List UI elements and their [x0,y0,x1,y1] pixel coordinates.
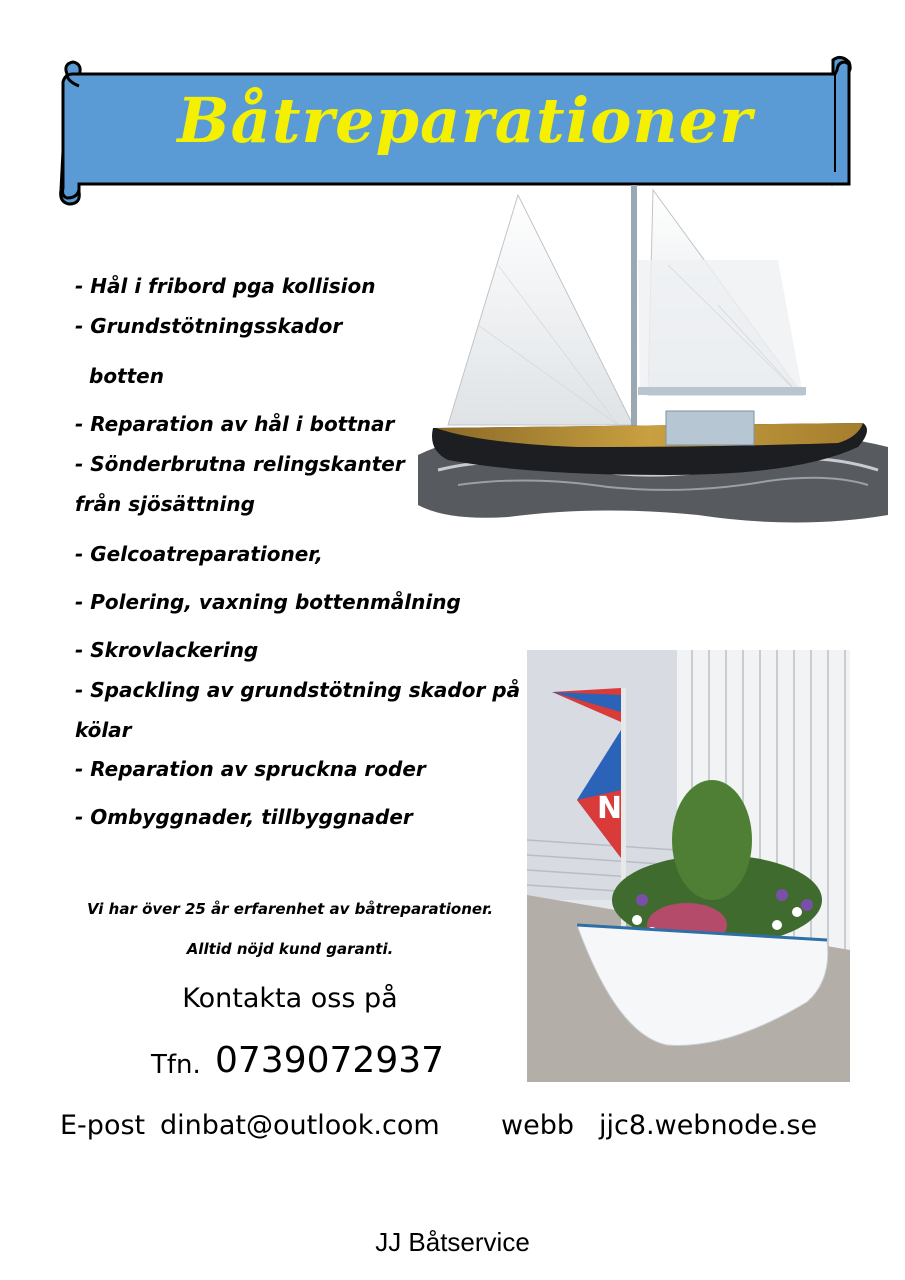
list-item: - Grundstötningsskador [75,314,343,338]
list-item: botten [89,364,164,388]
list-item: - Reparation av hål i bottnar [75,412,395,436]
email-label: E-post [60,1110,146,1141]
phone-label: Tfn. [151,1050,201,1080]
title-banner [55,52,855,207]
list-item: - Skrovlackering [75,638,259,662]
sail-letter: N [597,791,623,826]
web-label: webb [501,1110,574,1141]
list-item: - Polering, vaxning bottenmålning [75,590,461,614]
experience-text: Vi har över 25 år erfarenhet av båtreparationer. [86,900,494,918]
planter-boat-photo [527,650,850,1082]
page-title: Båtreparationer [177,84,753,157]
guarantee-text: Alltid nöjd kund garanti. [186,940,394,958]
list-item: - Gelcoatreparationer, [75,542,323,566]
list-item: - Reparation av spruckna roder [75,757,426,781]
list-item: - Sönderbrutna relingskanter [75,452,405,476]
list-item: - Spackling av grundstötning skador på [75,678,521,702]
phone-number[interactable]: 0739072937 [215,1040,445,1081]
company-name: JJ Båtservice [375,1227,530,1257]
sailboat-image [418,185,896,530]
list-item: kölar [75,718,132,742]
list-item: från sjösättning [75,492,255,516]
contact-heading: Kontakta oss på [182,983,398,1014]
web-link[interactable]: jjc8.webnode.se [599,1110,818,1141]
list-item: - Ombyggnader, tillbyggnader [75,805,413,829]
email-link[interactable]: dinbat@outlook.com [160,1110,440,1141]
list-item: - Hål i fribord pga kollision [75,274,376,298]
